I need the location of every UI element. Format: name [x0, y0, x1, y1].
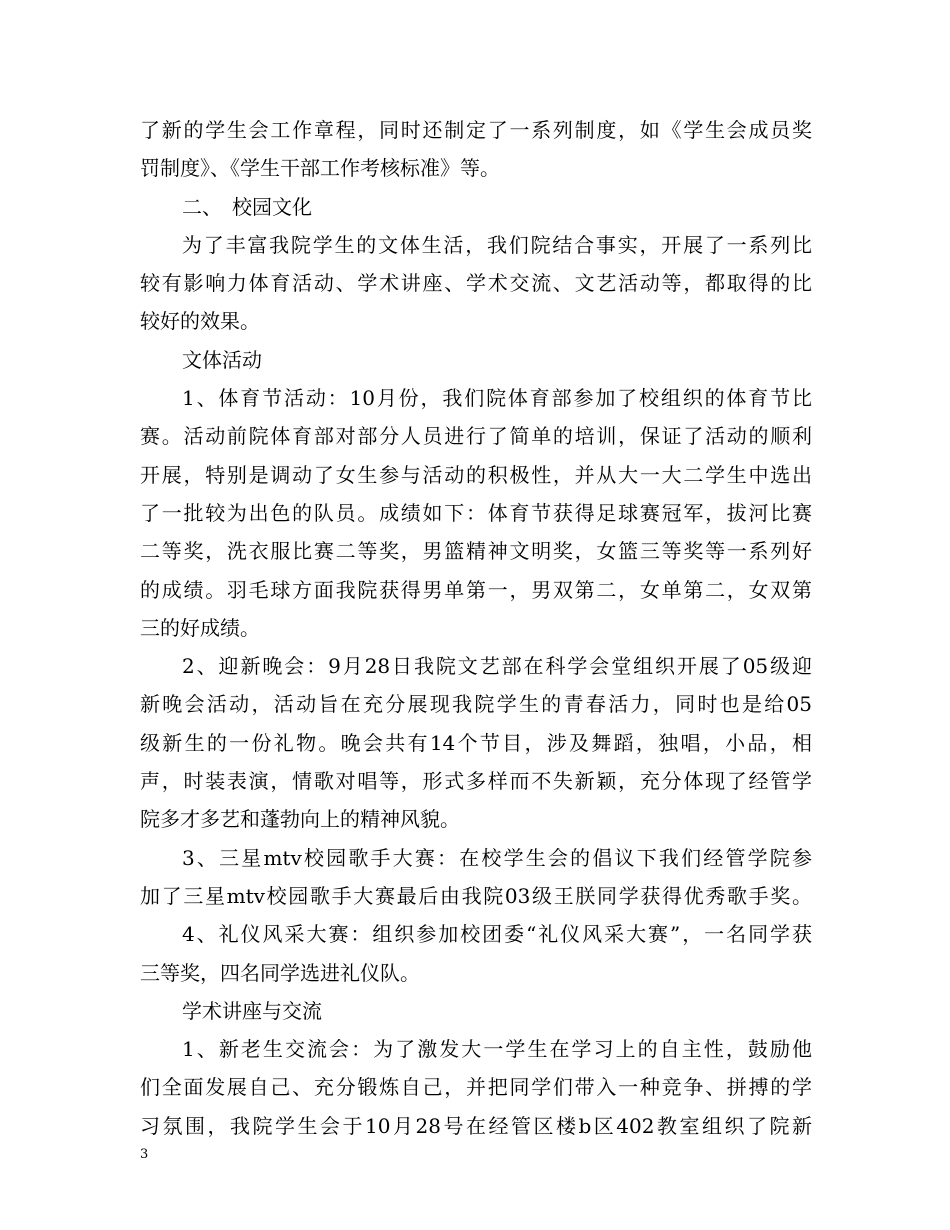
text-line: 加了三星mtv校园歌手大赛最后由我院03级王朕同学获得优秀歌手奖。	[140, 883, 812, 908]
text-line: 1、新老生交流会：为了激发大一学生在学习上的自主性，鼓励他	[182, 1037, 812, 1062]
page-number: 3	[140, 1147, 149, 1162]
text-line: 三的好成绩。	[140, 615, 260, 640]
text-line: 三等奖，四名同学选进礼仪队。	[140, 960, 420, 985]
text-line: 级新生的一份礼物。晚会共有14个节目，涉及舞蹈，独唱，小品，相	[140, 730, 812, 755]
text-line: 3、三星mtv校园歌手大赛：在校学生会的倡议下我们经管学院参	[182, 845, 812, 870]
document-body	[140, 111, 812, 1145]
section-heading: 二、 校园文化	[182, 194, 312, 219]
subsection-heading: 文体活动	[182, 347, 262, 372]
text-line: 们全面发展自己、充分锻炼自己，并把同学们带入一种竞争、拼搏的学	[140, 1075, 812, 1100]
text-line: 赛。活动前院体育部对部分人员进行了简单的培训，保证了活动的顺利	[140, 424, 812, 449]
text-line: 院多才多艺和蓬勃向上的精神风貌。	[140, 807, 460, 832]
text-line: 二等奖，洗衣服比赛二等奖，男篮精神文明奖，女篮三等奖等一系列好	[140, 539, 812, 564]
subsection-heading: 学术讲座与交流	[182, 998, 322, 1023]
text-line: 较有影响力体育活动、学术讲座、学术交流、文艺活动等，都取得的比	[140, 271, 812, 296]
text-line: 较好的效果。	[140, 309, 260, 334]
text-line: 声，时装表演，情歌对唱等，形式多样而不失新颖，充分体现了经管学	[140, 769, 812, 794]
text-line: 了新的学生会工作章程，同时还制定了一系列制度，如《学生会成员奖	[140, 118, 812, 142]
text-line: 开展，特别是调动了女生参与活动的积极性，并从大一大二学生中选出	[140, 462, 812, 487]
text-line: 罚制度》、《学生干部工作考核标准》等。	[140, 156, 500, 181]
text-line: 1、体育节活动：10月份，我们院体育部参加了校组织的体育节比	[182, 386, 812, 411]
text-line: 的成绩。羽毛球方面我院获得男单第一，男双第二，女单第二，女双第	[140, 577, 812, 602]
text-line: 习氛围，我院学生会于10月28号在经管区楼b区402教室组织了院新	[140, 1113, 812, 1138]
text-line: 4、礼仪风采大赛：组织参加校团委“礼仪风采大赛”，一名同学获	[182, 922, 812, 947]
text-line: 2、迎新晚会：9月28日我院文艺部在科学会堂组织开展了05级迎	[182, 654, 812, 679]
text-line: 为了丰富我院学生的文体生活，我们院结合事实，开展了一系列比	[182, 232, 812, 257]
text-line: 新晚会活动，活动旨在充分展现我院学生的青春活力，同时也是给05	[140, 692, 812, 717]
text-line: 了一批较为出色的队员。成绩如下：体育节获得足球赛冠军，拔河比赛	[140, 500, 812, 525]
